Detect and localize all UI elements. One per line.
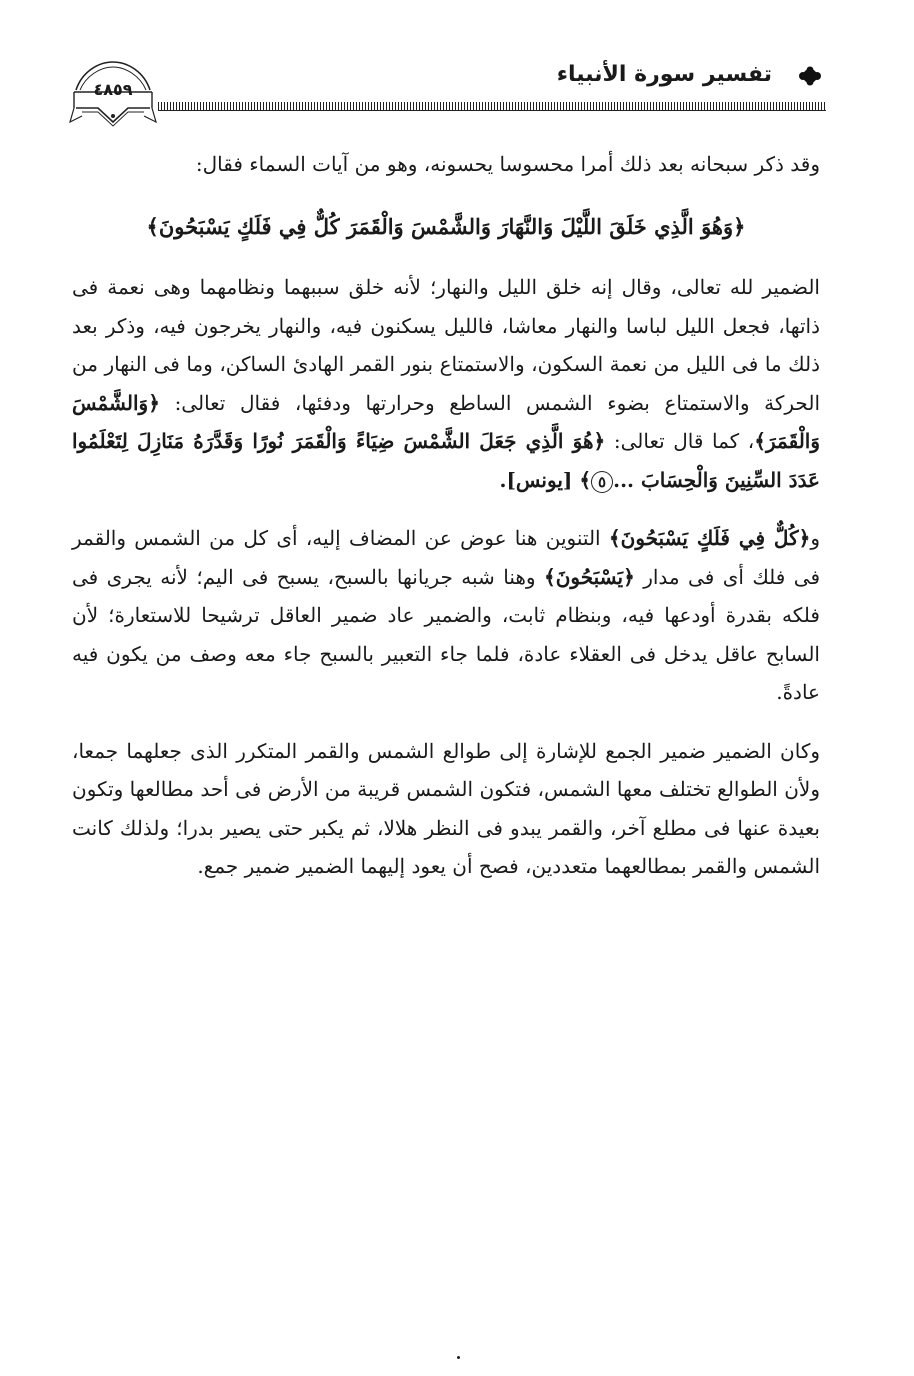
quran-quote: ﴿وَالشَّمْسَ وَالْقَمَرَ﴾	[72, 390, 821, 453]
quran-quote: ﴾	[579, 467, 592, 492]
header-rule-line	[158, 110, 826, 111]
body-paragraph	[72, 145, 820, 184]
quran-quote: ﴿يَسْبَحُونَ﴾	[543, 564, 635, 589]
body-paragraph	[72, 519, 820, 712]
text-run: وكان الضمير ضمير الجمع للإشارة إلى طوالع الشمس والقمر المتكرر الذى جعلهما جمعا، ولأن الطوالع تختلف معها الشمس، فتكون الشمس قريبة من الأرض فى أحد مطالعها وتكون بعيدة عنها فى مطلع آخر، والقمر يبدو فى النظر هلالا، ثم يكبر حتى يصير بدرا؛ ولذلك كانت الشمس والقمر بمطالعهما متعددين، فصح أن يعود إليهما الضمير ضمير جمع.	[72, 738, 820, 878]
quran-quote: ﴿كُلٌّ فِي فَلَكٍ يَسْبَحُونَ﴾	[608, 526, 811, 550]
text-run: الضمير لله تعالى، وقال إنه خلق الليل والنهار؛ لأنه خلق سببهما ونظامهما وهى نعمة فى ذاتها، فجعل الليل لباسا والنهار معاشا، فالليل يسكنون فيه، والنهار يخرجون فيه، وذكر بعد ذلك ما فى الليل من نعمة السكون، والاستمتاع بنور القمر الهادئ الساكن، وما فى النهار من الحركة والاستمتاع بضوء الشمس الساطع وحرارتها ودفئها، فقال تعالى:	[72, 275, 820, 415]
body-paragraph	[72, 268, 820, 499]
text-run: التنوين هنا عوض عن المضاف إليه، أى كل من الشمس والقمر فى فلك أى فى مدار	[72, 526, 821, 589]
text-run: ، كما قال تعالى:	[605, 429, 755, 453]
aya-number-marker: ٥	[591, 471, 613, 493]
header-rule	[158, 102, 826, 110]
text-run: [يونس].	[499, 467, 580, 492]
page-header	[68, 52, 826, 132]
quran-quote: ﴿هُوَ الَّذِي جَعَلَ الشَّمْسَ ضِيَاءً وَالْقَمَرَ نُورًا وَقَدَّرَهُ مَنَازِلَ لِتَعْلَمُوا عَدَدَ السِّنِينَ وَالْحِسَابَ ...	[72, 429, 820, 492]
page-number: ٤٨٥٩	[93, 80, 133, 99]
page-number-badge	[68, 52, 158, 132]
flower-ornament-icon	[796, 66, 824, 86]
book-title: تفسير سورة الأنبياء	[556, 62, 772, 87]
quran-verse	[72, 208, 820, 247]
quran-quote: ﴿وَهُوَ الَّذِي خَلَقَ اللَّيْلَ وَالنَّهَارَ وَالشَّمْسَ وَالْقَمَرَ كُلٌّ فِي فَلَكٍ يَسْبَحُونَ﴾	[146, 213, 746, 239]
page-body	[72, 145, 820, 886]
text-run: و	[810, 526, 820, 550]
footer-mark	[457, 1356, 460, 1359]
text-run: وهنا شبه جريانها بالسبح، يسبح فى اليم؛ لأنه يجرى فى فلكه بقدرة أودعها فيه، وبنظام ثابت، والضمير عاد ضمير العاقل ترشيحا للاستعارة؛ لأن السابح عاقل يدخل فى العقلاء عادة، فلما جاء التعبير بالسبح جاء معه وصف من يكون فيه عادةً.	[72, 564, 820, 704]
text-run: وقد ذكر سبحانه بعد ذلك أمرا محسوسا يحسونه، وهو من آيات السماء فقال:	[195, 152, 820, 176]
body-paragraph	[72, 732, 820, 886]
